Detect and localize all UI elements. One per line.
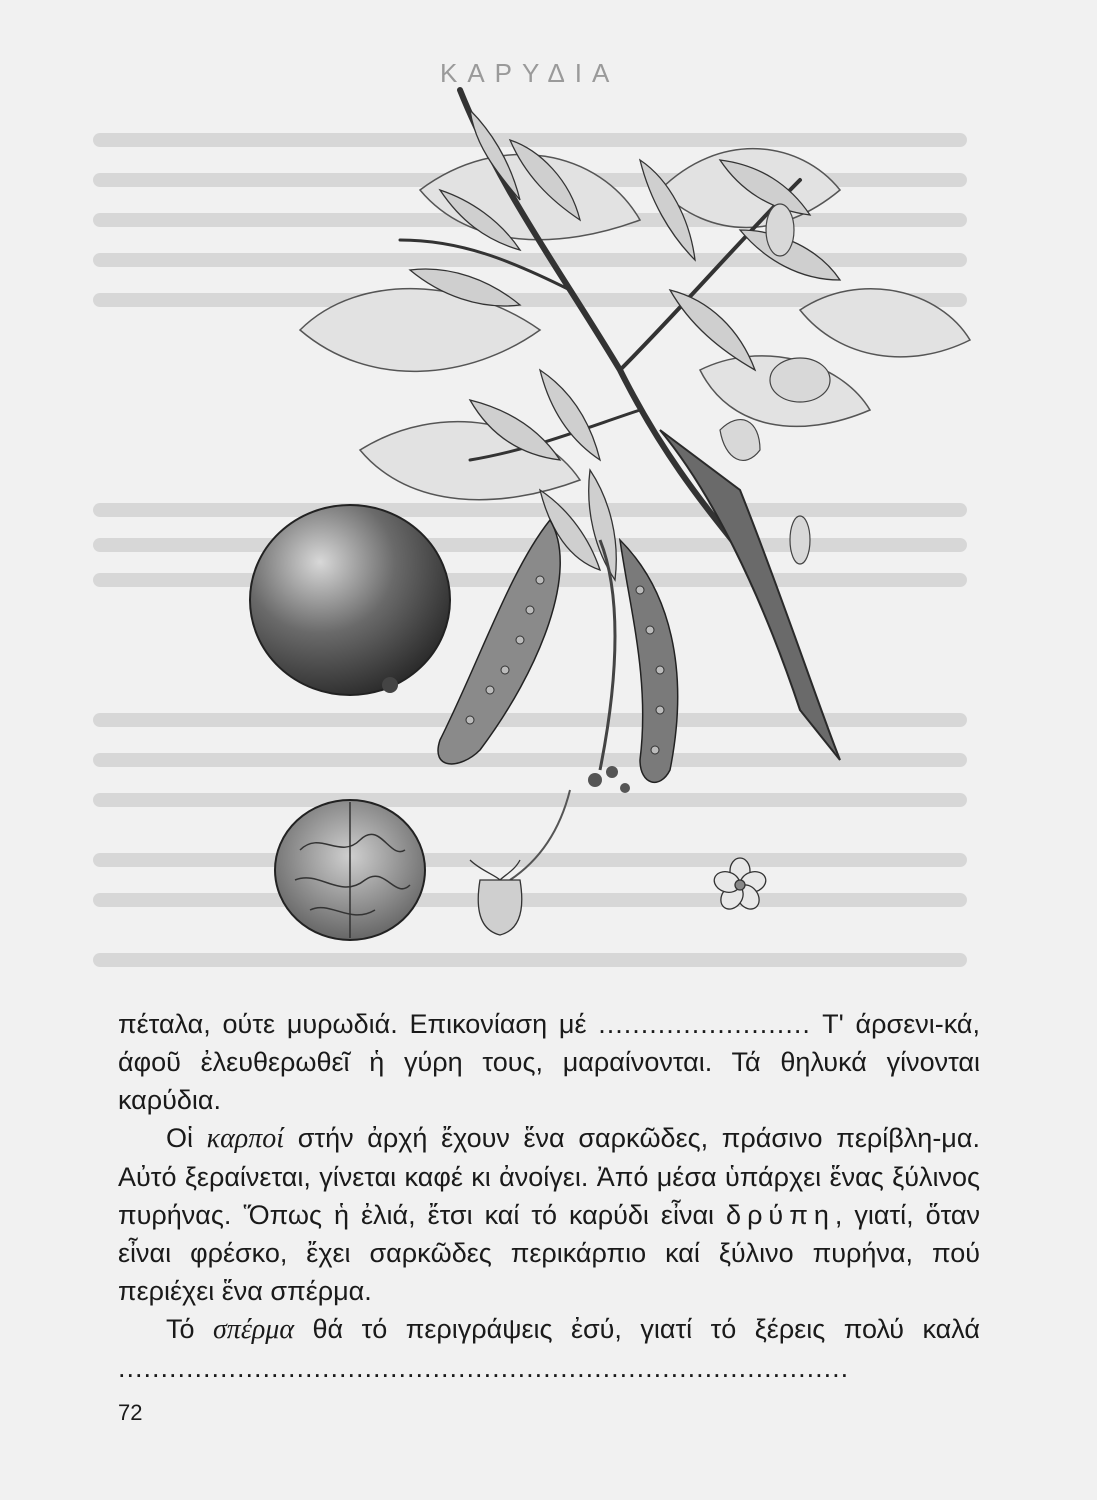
running-head: ΚΑΡΥΔΙΑ	[440, 58, 620, 88]
body-text	[118, 1005, 980, 1387]
fill-in-blank: .........................	[598, 1009, 811, 1039]
walnut-illustration	[240, 70, 1020, 950]
text-run: στήν ἀρχή ἔχουν ἕνα σαρκῶδες, πράσινο περίβλη-μα. Αὐτό ξεραίνεται, γίνεται καφέ κι ἀνοίγει. Ἀπό μέσα ὑπάρχει ἕνας ξύλινος πυρήνας. Ὅπως ἡ ἐλιά, ἔτσι καί τό καρύδι εἶναι	[118, 1123, 980, 1230]
text-run: Τό	[166, 1314, 213, 1344]
term-fruits: καρποί	[206, 1123, 285, 1154]
text-run: πέταλα, ούτε μυρωδιά. Επικονίαση μέ	[118, 1009, 599, 1039]
text-run: Οἱ	[166, 1123, 207, 1153]
flower-illustration	[470, 858, 768, 935]
catkin-illustration	[438, 520, 678, 880]
walnut-shell-illustration	[275, 800, 425, 940]
walnut-branch-illustration	[300, 149, 970, 500]
text-run: , γιατί, ὅταν εἶναι φρέσκο, ἔχει σαρκῶδες περικάρπιο καί ξύλινο πυρήνα, πού περιέχει ἕνα σπέρμα.	[118, 1200, 981, 1306]
fill-in-blank: ......................................................................................	[118, 1353, 850, 1383]
paragraph-fruits	[118, 1119, 980, 1310]
text-run: Τ' άρσενι-κά, άφοῦ ἐλευθερωθεῖ ἡ γύρη τους, μαραίνονται. Τά θηλυκά γίνονται καρύδια.	[118, 1009, 980, 1115]
term-drupe: δρύπη	[726, 1200, 835, 1230]
page-number: 72	[118, 1400, 143, 1425]
text-run: θά τό περιγράψεις ἐσύ, γιατί τό ξέρεις πολύ καλά	[294, 1314, 980, 1344]
paragraph-pollination	[118, 1005, 980, 1119]
term-seed: σπέρμα	[213, 1314, 295, 1345]
walnut-fruit-illustration	[250, 505, 450, 695]
paragraph-seed	[118, 1310, 980, 1387]
